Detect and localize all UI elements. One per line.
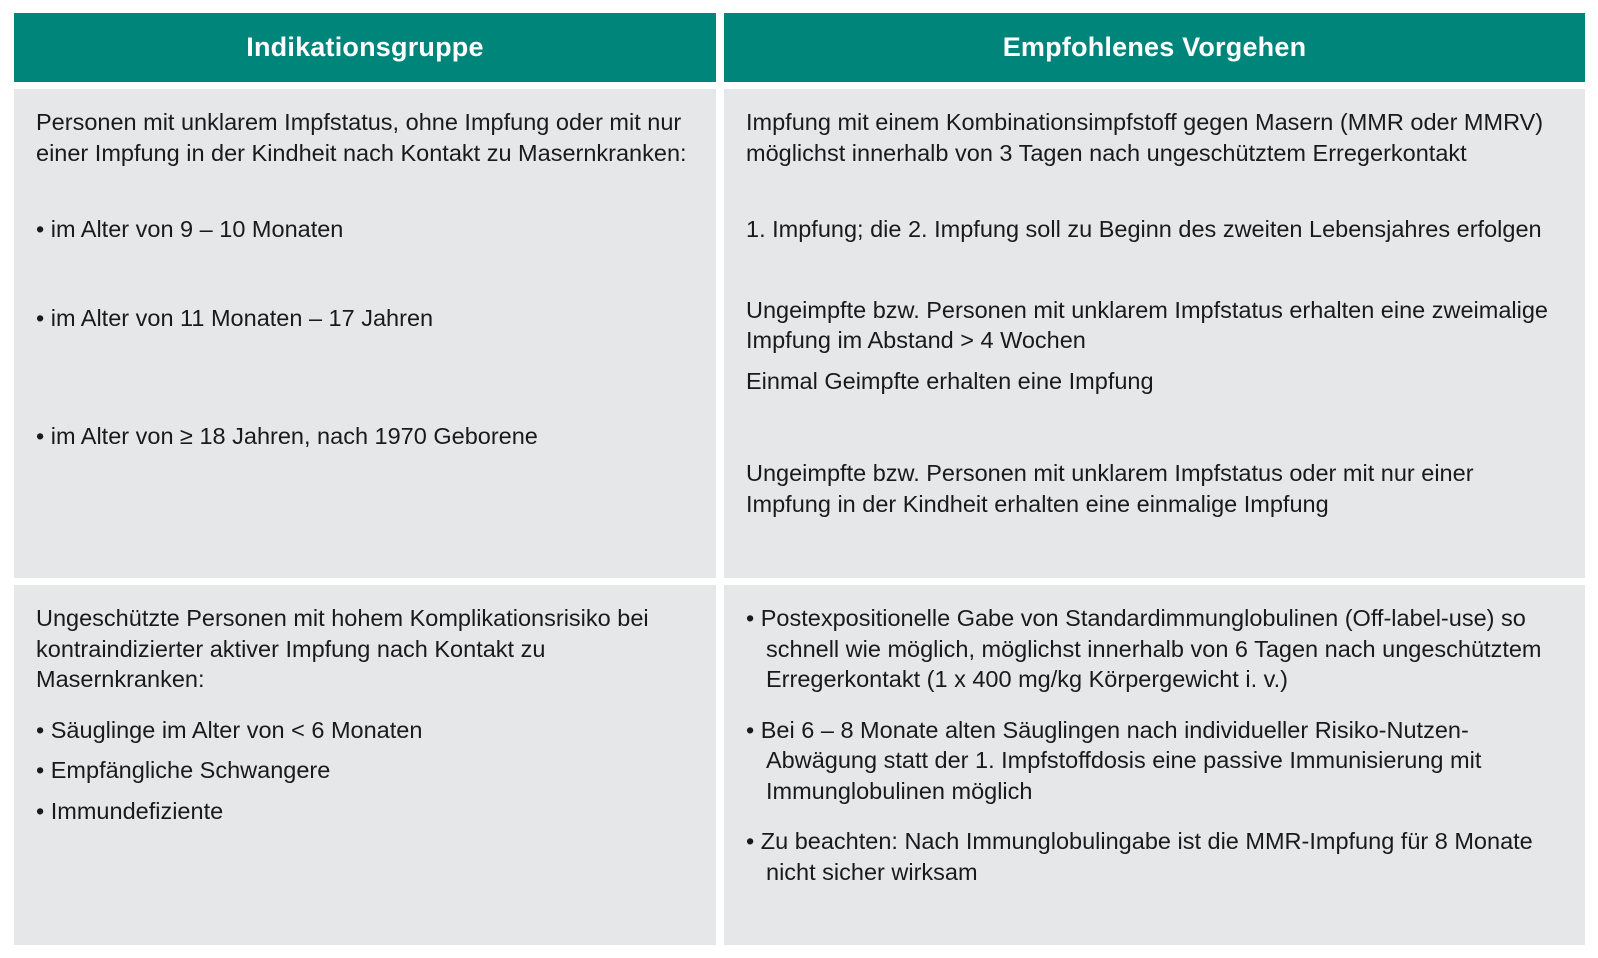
indication-bullet-age-18-plus-born-after-1970: • im Alter von ≥ 18 Jahren, nach 1970 Geborene: [36, 423, 538, 450]
cell-vorgehen-2: [724, 585, 1585, 945]
cell-indikationsgruppe-1: [14, 89, 716, 578]
procedure-intro-text: Impfung mit einem Kombinationsimpfstoff gegen Masern (MMR oder MMRV) möglichst innerhalb von 3 Tagen nach ungeschütztem Erregerkontakt: [746, 109, 1544, 166]
indication-bullet-immunodeficient: • Immundefiziente: [36, 797, 224, 824]
indication-table: [14, 13, 1585, 945]
indication-intro-text: Personen mit unklarem Impfstatus, ohne Impfung oder mit nur einer Impfung in der Kindheit nach Kontakt zu Masernkranken:: [36, 109, 687, 166]
indication-bullet-infants-under-6-months: • Säuglinge im Alter von < 6 Monaten: [36, 716, 423, 743]
indication-bullet-susceptible-pregnant: • Empfängliche Schwangere: [36, 757, 331, 784]
table-header-row: [14, 13, 1585, 82]
table-row: [14, 585, 1585, 945]
procedure-block-unvaccinated-two-doses: Ungeimpfte bzw. Personen mit unklarem Impfstatus erhalten eine zweimalige Impfung im Abstand > 4 Wochen: [746, 296, 1548, 354]
cell-indikationsgruppe-2: [14, 585, 716, 945]
procedure-block-once-vaccinated: Einmal Geimpfte erhalten eine Impfung: [746, 367, 1154, 394]
column-header-label-left: Indikationsgruppe: [246, 31, 484, 62]
cell-vorgehen-1: [724, 89, 1585, 578]
indication-bullet-age-11-months-17-years: • im Alter von 11 Monaten – 17 Jahren: [36, 304, 434, 331]
procedure-bullet-infants-6-8-months: • Bei 6 – 8 Monate alten Säuglingen nach individueller Risiko-Nutzen-Abwägung statt der 1. Impfstoffdosis eine passive Immunisierung mit Immunglobulinen möglich: [746, 716, 1482, 804]
column-header-empfohlenes-vorgehen: [724, 13, 1585, 82]
procedure-bullet-mmr-not-effective-note: • Zu beachten: Nach Immunglobulingabe ist die MMR-Impfung für 8 Monate nicht sicher wirksam: [746, 828, 1533, 885]
procedure-bullet-immunoglobulin-administration: • Postexpositionelle Gabe von Standardimmunglobulinen (Off-label-use) so schnell wie möglich, möglichst innerhalb von 6 Tagen nach ungeschütztem Erregerkontakt (1 x 400 mg/kg Körpergewicht i. v.): [746, 605, 1542, 693]
table-row: [14, 89, 1585, 578]
indication-intro-text-high-risk: Ungeschützte Personen mit hohem Komplikationsrisiko bei kontraindizierter aktiver Impfung nach Kontakt zu Masernkranken:: [36, 605, 649, 693]
procedure-block-adults-single-dose: Ungeimpfte bzw. Personen mit unklarem Impfstatus oder mit nur einer Impfung in der Kindheit erhalten eine einmalige Impfung: [746, 460, 1474, 517]
column-header-label-right: Empfohlenes Vorgehen: [1002, 31, 1307, 62]
indication-bullet-age-9-10-months: • im Alter von 9 – 10 Monaten: [36, 216, 344, 243]
procedure-block-first-vaccination: 1. Impfung; die 2. Impfung soll zu Beginn des zweiten Lebensjahres erfolgen: [746, 216, 1542, 243]
column-header-indikationsgruppe: [14, 13, 716, 82]
